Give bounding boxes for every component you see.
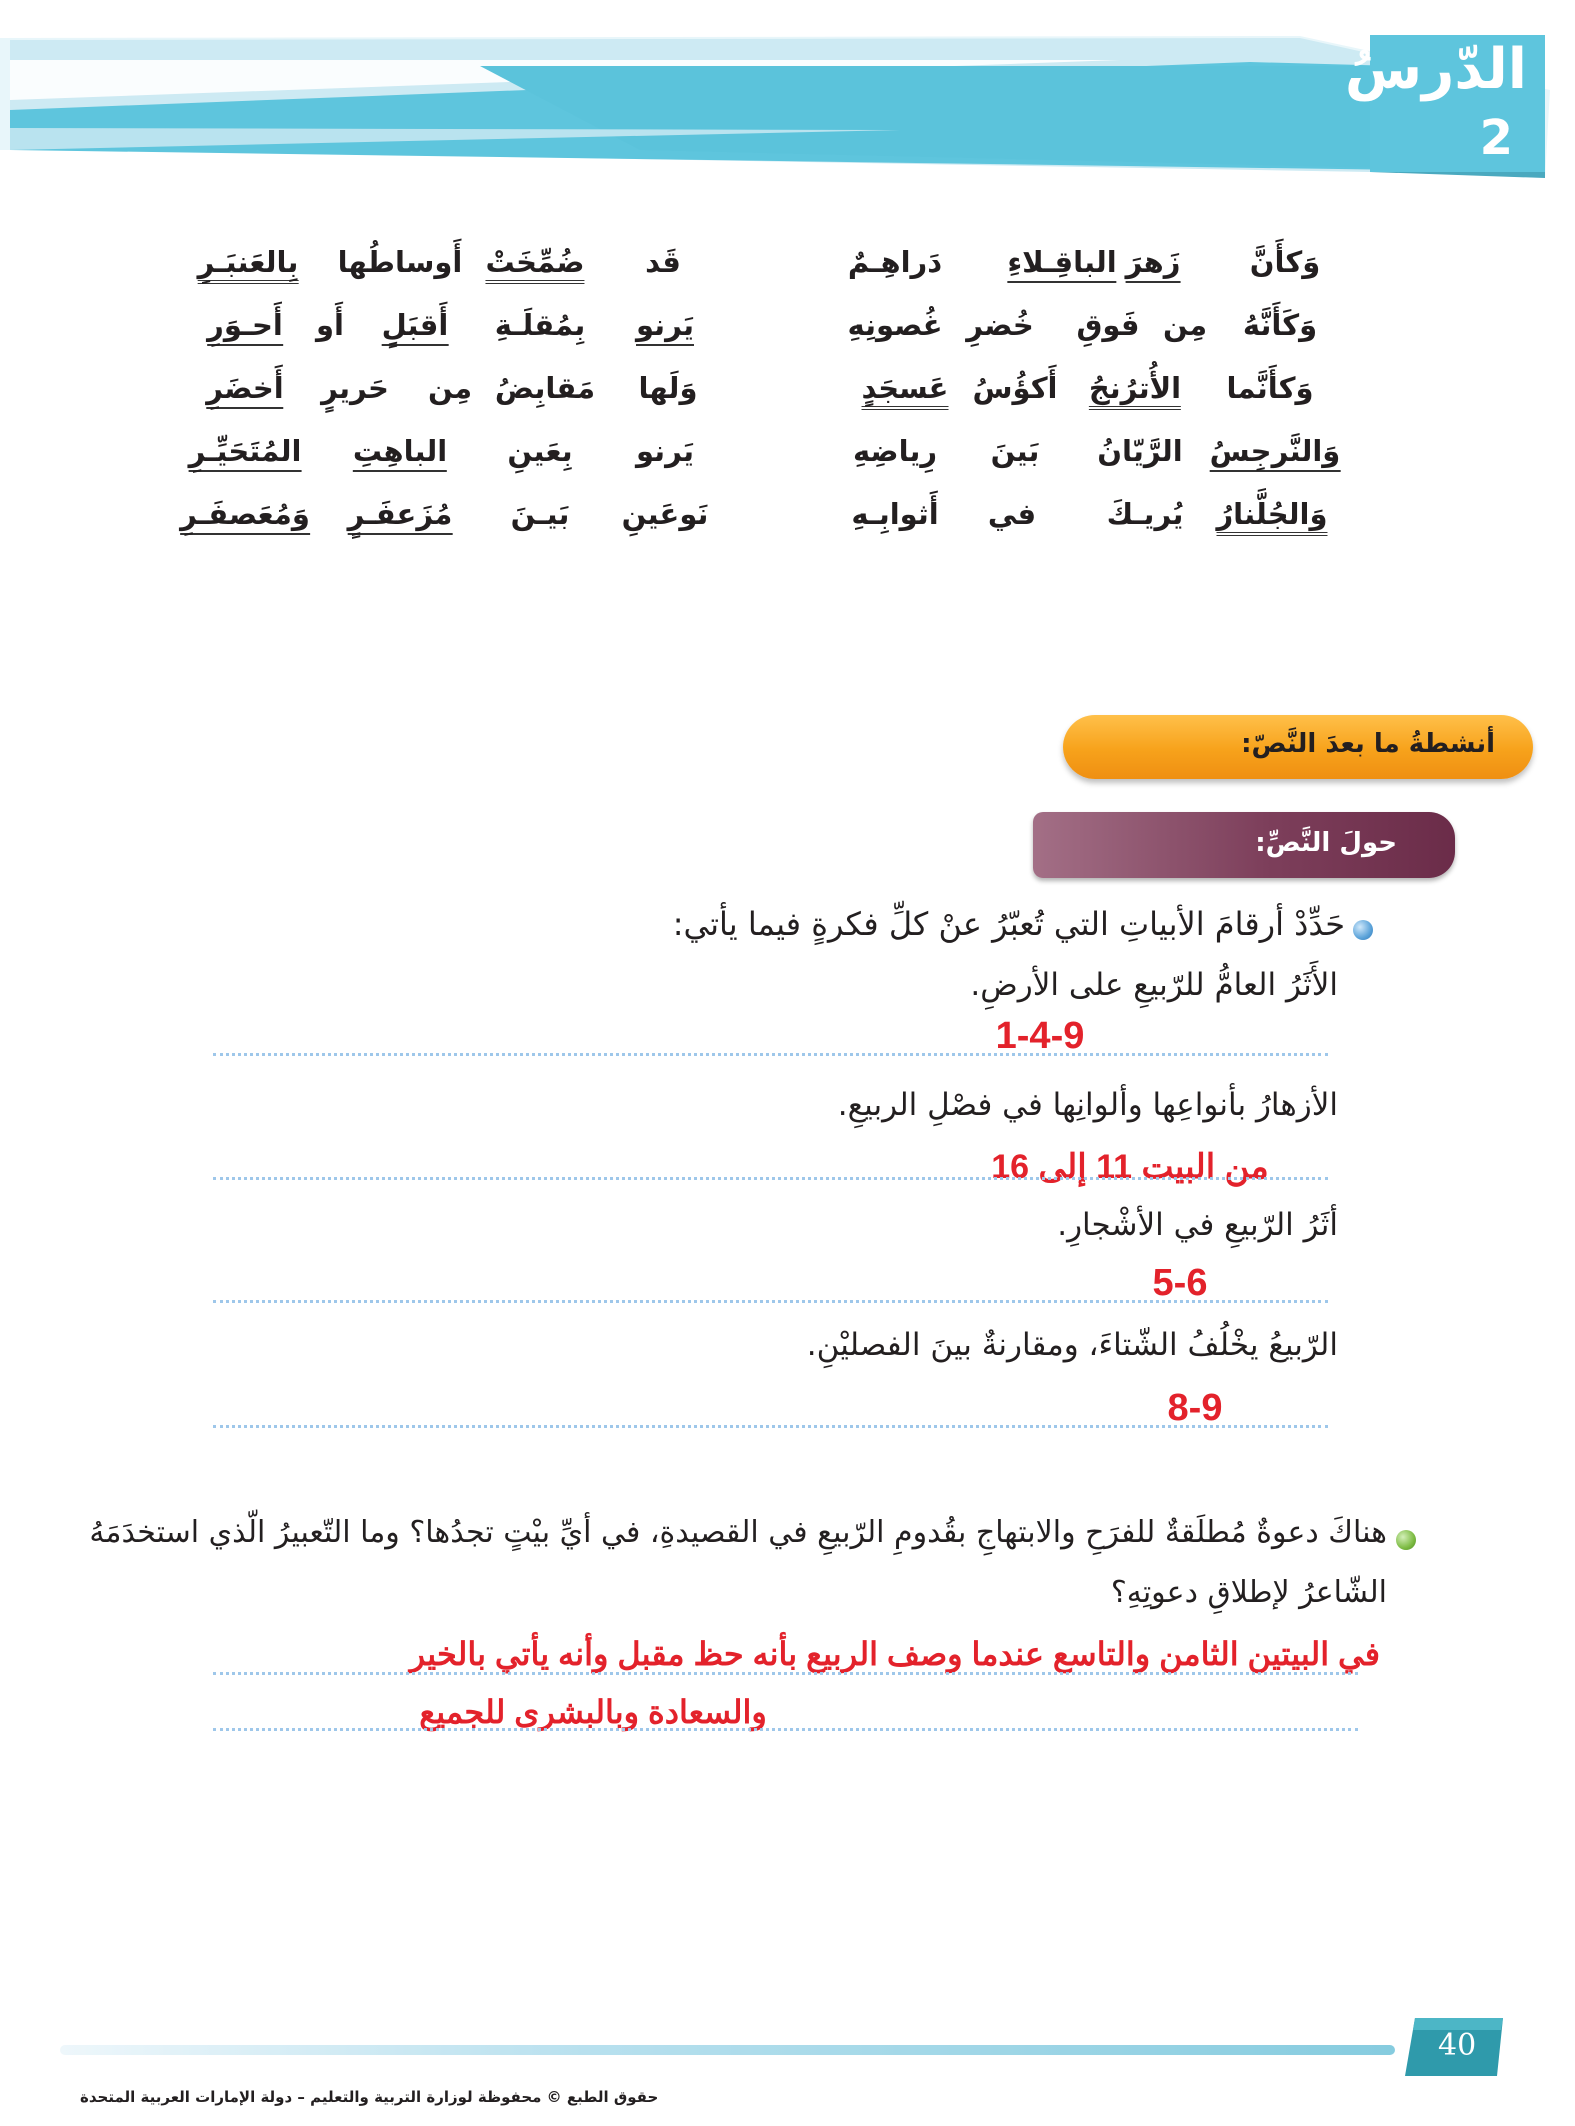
page-number: 40 [1438,2028,1477,2063]
lesson-number: 2 [1479,110,1513,166]
poem-word: أَثوابِـهِ [851,497,939,531]
poem-word: ضُمِّخَتْ [485,245,584,284]
item-text: الرّبيعُ يخْلُفُ الشّتاءَ، ومقارنةٌ بينَ الفصليْنِ. [806,1327,1338,1363]
poem-word: الباقِـلاءِ [1007,245,1116,283]
item-answer: 8-9 [1167,1387,1223,1429]
poem-word: حَريرٍ [321,371,389,405]
question-2-line2: الشّاعرُ لإطلاقِ دعوتِهِ؟ [1110,1575,1387,1610]
item-text: الأزهارُ بأنواعِها وألوانِها في فصْلِ الربيعِ. [837,1087,1338,1123]
item-answer: من البيت 11 إلى 16 [991,1148,1269,1186]
poem-word: وَلَها [638,371,698,405]
section-tab [1033,812,1455,878]
poem-word: مِن [1162,308,1208,342]
poem-word: وَالجُلَّنارُ [1216,497,1327,536]
poem-word: وَكَأَنَّهُ [1242,308,1318,342]
answer-dotted-line [213,1425,1328,1428]
poem-word: رِياضِهِ [852,434,938,468]
answer-dotted-line [213,1053,1328,1056]
poem-word: دَراهِـمٌ [847,245,943,279]
question-bullet-icon [1396,1530,1416,1550]
poem-word: وَالنَّرجِسُ [1210,434,1341,472]
question-2-answer-line2: والسعادة وبالبشرى للجميع [419,1694,767,1730]
poem-word: قَد [645,245,681,279]
poem-word: فَوقِ [1076,308,1140,342]
question-2-line1: هناكَ دعوةٌ مُطلَقةٌ للفرَحِ والابتهاجِ بقُدومِ الرّبيعِ في القصيدةِ، في أيِّ بيْتٍ تجدُها؟ وما التّعبيرُ الّذي استخدَمَهُ [89,1515,1387,1550]
answer-dotted-line [213,1300,1328,1303]
poem-word: بَينَ [990,434,1040,468]
poem-row [200,371,1320,431]
section-title: حولَ النَّصِّ: [1255,828,1397,858]
poem-word: الباهِتِ [353,434,447,472]
answer-dotted-line [213,1177,1328,1180]
item-answer: 5-6 [1152,1262,1208,1304]
lesson-title: الدّرسُ [1344,37,1527,102]
poem-word: بِالعَنبَـرِ [198,245,299,284]
poem-word: بِمُقلَـةِ [494,308,586,342]
answer-dotted-line [213,1728,1358,1731]
question-1-prompt: حَدِّدْ أرقامَ الأبياتِ التي تُعبّرُ عنْ كلِّ فكرةٍ فيما يأتي: [672,905,1345,943]
item-text: أثَرُ الرّبيعِ في الأشْجارِ. [1057,1207,1338,1243]
copyright-text: حقوق الطبع © محفوظة لوزارة التربية والتعليم – دولة الإمارات العربية المتحدة [80,2088,659,2106]
poem-word: أَخضَرِ [206,371,283,409]
question-bullet-icon [1353,920,1373,940]
poem-word: غُصونِهِ [847,308,943,342]
poem-word: أَو [316,308,344,342]
footer-line [60,2045,1395,2055]
answer-dotted-line [213,1672,1358,1675]
poem-word: يَرنو [636,308,694,346]
poem-word: بِعَينِ [507,434,573,468]
poem-word: بَيـنَ [510,497,570,531]
poem-word: أَحـوَرِ [207,308,283,346]
poem-word: الرَّيّانُ [1097,434,1183,468]
poem-word: يُريـكَ [1106,497,1184,531]
poem-word: المُتَحَيِّـرِ [189,434,302,472]
poem-word: أَقبَلٍ [382,308,449,346]
poem-row [197,245,1321,305]
question-2-answer-line1: في البيتين الثامن والتاسع عندما وصف الربيع بأنه حظ مقبل وأنه يأتي بالخير [409,1636,1380,1672]
poem-word: زَهرَ [1126,245,1181,283]
poem-word: الأُترُنجُ [1089,371,1181,410]
poem-word: وَكأَنَّما [1226,371,1314,405]
item-answer: 1-4-9 [995,1015,1085,1057]
activities-title: أنشطةُ ما بعدَ النَّصّ: [1241,729,1495,759]
item-text: الأَثَرُ العامُّ للرّبيعِ على الأرضِ. [970,967,1338,1003]
poem-word: خُضرِ [966,308,1034,342]
poem-word: مُزَعفَـرٍ [348,497,453,535]
poem-word: مَقابِضُ [494,371,596,405]
lesson-header-banner [0,0,1575,200]
poem-word: أَكؤُسُ [972,371,1058,405]
poem-word: عَسجَدٍ [862,371,949,410]
poem-row [180,497,1328,557]
poem-word: وَكأَنَّ [1249,245,1321,279]
poem-word: يَرنو [636,434,694,468]
poem-word: وَمُعَصفَـرِ [180,497,310,535]
poem-word: نَوعَينِ [621,497,709,531]
poem-row [200,308,1320,368]
poem-word: مِن [427,371,473,405]
poem-word: أَوساطُها [337,245,463,279]
activities-banner [1063,715,1533,779]
poem-word: في [987,497,1037,531]
poem-row [188,434,1341,494]
